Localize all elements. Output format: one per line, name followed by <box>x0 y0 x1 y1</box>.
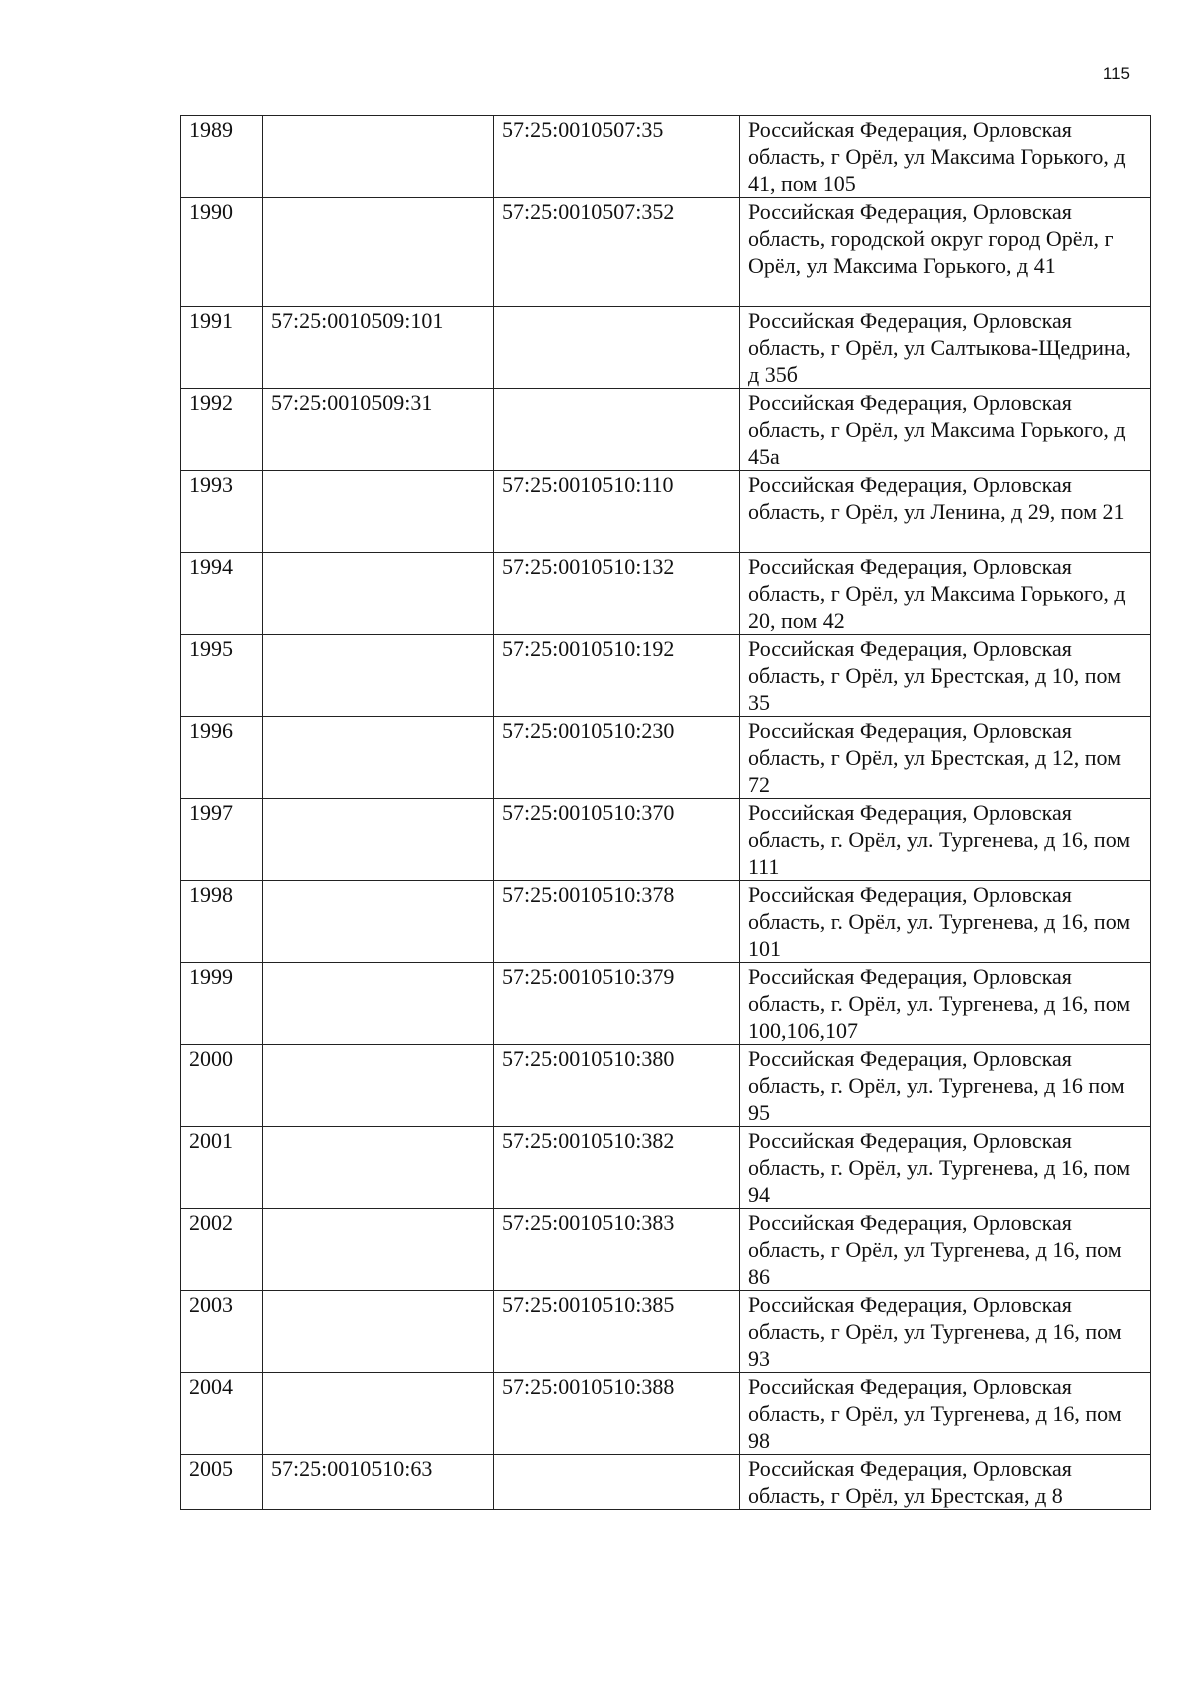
cadastral-number-1 <box>263 963 494 1045</box>
row-number: 2004 <box>181 1373 263 1455</box>
cadastral-number-1 <box>263 1373 494 1455</box>
cadastral-number-1 <box>263 1291 494 1373</box>
cadastral-number-1 <box>263 116 494 198</box>
address-cell: Российская Федерация, Орловская область, г Орёл, ул Тургенева, д 16, пом 86 <box>740 1209 1151 1291</box>
row-number: 1990 <box>181 198 263 307</box>
cadastral-number-1 <box>263 1209 494 1291</box>
cadastral-number-2: 57:25:0010510:379 <box>494 963 740 1045</box>
table-row <box>181 717 1151 799</box>
table-row <box>181 1373 1151 1455</box>
cadastral-number-1 <box>263 1045 494 1127</box>
cadastral-number-1 <box>263 1127 494 1209</box>
address-cell: Российская Федерация, Орловская область, г Орёл, ул Максима Горького, д 45а <box>740 389 1151 471</box>
cadastral-number-1 <box>263 881 494 963</box>
cadastral-number-2: 57:25:0010510:192 <box>494 635 740 717</box>
table-row <box>181 635 1151 717</box>
cadastral-number-2: 57:25:0010507:352 <box>494 198 740 307</box>
address-cell: Российская Федерация, Орловская область, г. Орёл, ул. Тургенева, д 16, пом 100,106,107 <box>740 963 1151 1045</box>
cadastral-number-2: 57:25:0010510:380 <box>494 1045 740 1127</box>
row-number: 2001 <box>181 1127 263 1209</box>
table-row <box>181 471 1151 553</box>
table-row <box>181 963 1151 1045</box>
row-number: 1993 <box>181 471 263 553</box>
table-row <box>181 1291 1151 1373</box>
address-cell: Российская Федерация, Орловская область, г. Орёл, ул. Тургенева, д 16, пом 94 <box>740 1127 1151 1209</box>
cadastral-number-1 <box>263 635 494 717</box>
address-cell: Российская Федерация, Орловская область, г Орёл, ул Брестская, д 10, пом 35 <box>740 635 1151 717</box>
table-row <box>181 198 1151 307</box>
address-cell: Российская Федерация, Орловская область, г Орёл, ул Ленина, д 29, пом 21 <box>740 471 1151 553</box>
cadastral-number-2 <box>494 389 740 471</box>
row-number: 1999 <box>181 963 263 1045</box>
cadastral-number-2: 57:25:0010510:378 <box>494 881 740 963</box>
cadastral-number-1 <box>263 717 494 799</box>
cadastral-number-2: 57:25:0010510:370 <box>494 799 740 881</box>
table-row <box>181 1209 1151 1291</box>
table-row <box>181 1045 1151 1127</box>
cadastral-number-1 <box>263 799 494 881</box>
cadastral-number-2 <box>494 307 740 389</box>
address-cell: Российская Федерация, Орловская область, г. Орёл, ул. Тургенева, д 16, пом 111 <box>740 799 1151 881</box>
cadastral-number-1 <box>263 471 494 553</box>
row-number: 1997 <box>181 799 263 881</box>
address-cell: Российская Федерация, Орловская область, г Орёл, ул Салтыкова-Щедрина, д 35б <box>740 307 1151 389</box>
cadastral-number-1: 57:25:0010510:63 <box>263 1455 494 1510</box>
table-row <box>181 799 1151 881</box>
cadastral-number-2: 57:25:0010510:230 <box>494 717 740 799</box>
row-number: 1991 <box>181 307 263 389</box>
address-cell: Российская Федерация, Орловская область, г Орёл, ул Максима Горького, д 20, пом 42 <box>740 553 1151 635</box>
address-cell: Российская Федерация, Орловская область, городской округ город Орёл, г Орёл, ул Максима Горького, д 41 <box>740 198 1151 307</box>
page-number: 115 <box>1102 64 1130 83</box>
row-number: 2002 <box>181 1209 263 1291</box>
cadastral-number-2 <box>494 1455 740 1510</box>
registry-table <box>180 115 1151 1510</box>
table-row <box>181 1455 1151 1510</box>
cadastral-number-2: 57:25:0010510:385 <box>494 1291 740 1373</box>
address-cell: Российская Федерация, Орловская область, г Орёл, ул Брестская, д 8 <box>740 1455 1151 1510</box>
cadastral-number-2: 57:25:0010510:382 <box>494 1127 740 1209</box>
row-number: 1998 <box>181 881 263 963</box>
row-number: 1994 <box>181 553 263 635</box>
cadastral-number-2: 57:25:0010510:383 <box>494 1209 740 1291</box>
address-cell: Российская Федерация, Орловская область, г. Орёл, ул. Тургенева, д 16 пом 95 <box>740 1045 1151 1127</box>
cadastral-number-1 <box>263 553 494 635</box>
row-number: 2005 <box>181 1455 263 1510</box>
address-cell: Российская Федерация, Орловская область, г Орёл, ул Тургенева, д 16, пом 93 <box>740 1291 1151 1373</box>
cadastral-number-1: 57:25:0010509:101 <box>263 307 494 389</box>
table-row <box>181 1127 1151 1209</box>
cadastral-number-2: 57:25:0010510:388 <box>494 1373 740 1455</box>
address-cell: Российская Федерация, Орловская область, г. Орёл, ул. Тургенева, д 16, пом 101 <box>740 881 1151 963</box>
table-row <box>181 389 1151 471</box>
cadastral-number-1 <box>263 198 494 307</box>
table-row <box>181 881 1151 963</box>
address-cell: Российская Федерация, Орловская область, г Орёл, ул Тургенева, д 16, пом 98 <box>740 1373 1151 1455</box>
row-number: 1995 <box>181 635 263 717</box>
row-number: 2003 <box>181 1291 263 1373</box>
cadastral-number-1: 57:25:0010509:31 <box>263 389 494 471</box>
row-number: 1996 <box>181 717 263 799</box>
cadastral-number-2: 57:25:0010510:132 <box>494 553 740 635</box>
address-cell: Российская Федерация, Орловская область, г Орёл, ул Максима Горького, д 41, пом 105 <box>740 116 1151 198</box>
cadastral-number-2: 57:25:0010507:35 <box>494 116 740 198</box>
table-row <box>181 116 1151 198</box>
cadastral-number-2: 57:25:0010510:110 <box>494 471 740 553</box>
address-cell: Российская Федерация, Орловская область, г Орёл, ул Брестская, д 12, пом 72 <box>740 717 1151 799</box>
table-row <box>181 553 1151 635</box>
table-row <box>181 307 1151 389</box>
row-number: 2000 <box>181 1045 263 1127</box>
row-number: 1989 <box>181 116 263 198</box>
row-number: 1992 <box>181 389 263 471</box>
